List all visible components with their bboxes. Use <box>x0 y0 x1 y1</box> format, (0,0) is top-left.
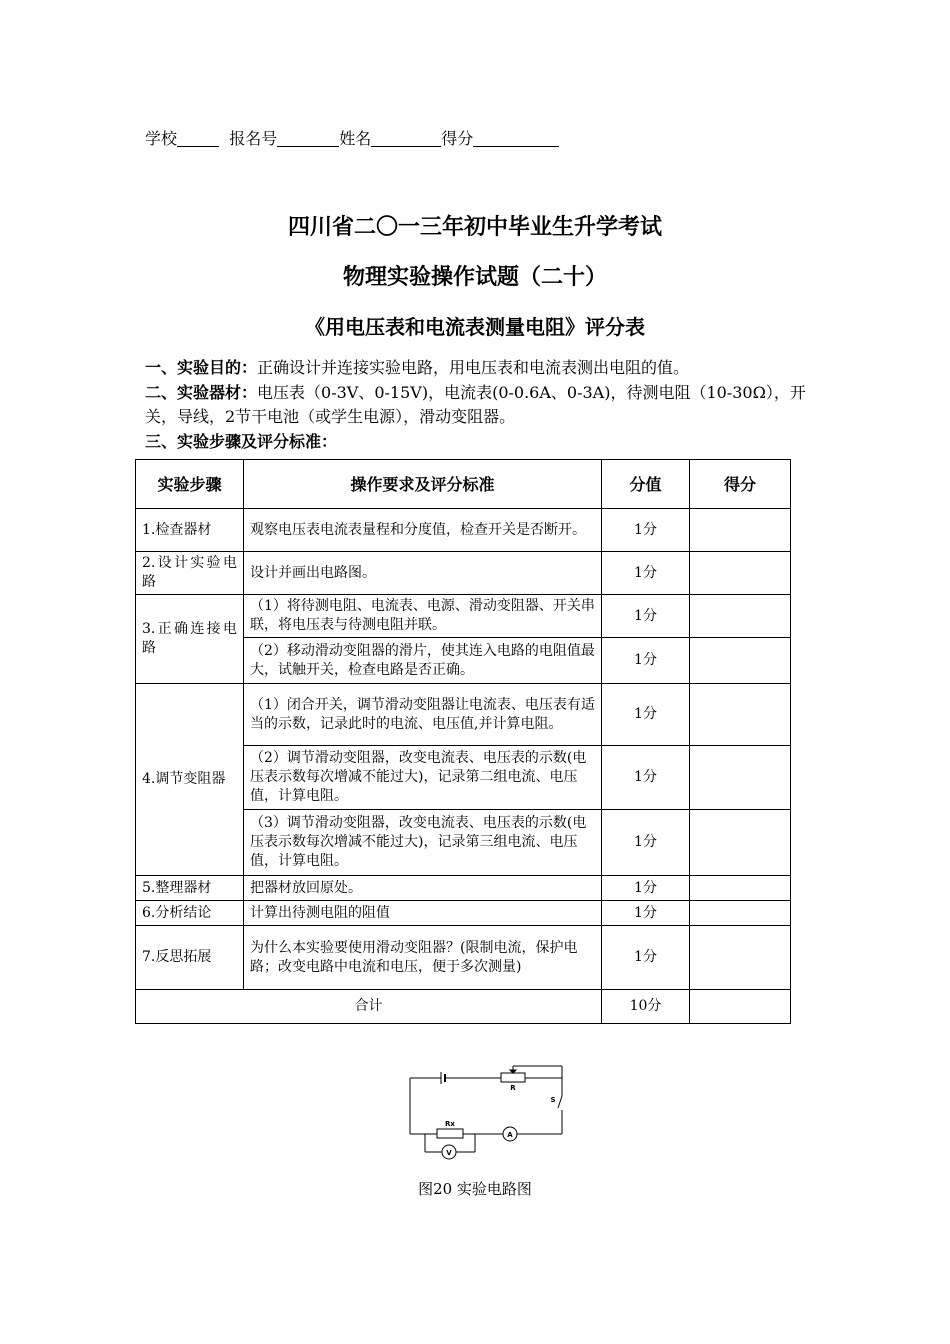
scoring-table <box>135 459 791 1024</box>
header-step: 实验步骤 <box>136 460 244 509</box>
step-cell: 1.检查器材 <box>136 509 244 552</box>
sheet-title: 《用电压表和电流表测量电阻》评分表 <box>305 315 645 339</box>
step-cell: 7.反思拓展 <box>136 926 244 990</box>
points-cell: 1分 <box>602 595 690 638</box>
ammeter-label: A <box>507 1131 513 1139</box>
reg-no-label: 报名号 <box>229 129 278 148</box>
table-row <box>136 595 791 638</box>
table-header-row <box>136 460 791 509</box>
requirement-cell: （2）调节滑动变阻器，改变电流表、电压表的示数(电压表示数每次增减不能过大)，记录第二组电流、电压值，计算电阻。 <box>244 746 602 810</box>
table-row <box>136 684 791 746</box>
figure-caption: 图20 实验电路图 <box>418 1180 532 1198</box>
requirement-cell: 为什么本实验要使用滑动变阻器？(限制电流，保护电路；改变电路中电流和电压，便于多次测量) <box>244 926 602 990</box>
points-cell: 1分 <box>602 746 690 810</box>
switch-icon <box>558 1096 562 1108</box>
score-cell[interactable] <box>690 876 791 901</box>
points-cell: 1分 <box>602 810 690 876</box>
total-row <box>136 990 791 1024</box>
step-cell: 2.设计实验电路 <box>136 552 244 595</box>
purpose-label: 一、实验目的： <box>145 358 258 377</box>
equipment-section <box>145 381 810 429</box>
total-label: 合计 <box>136 990 602 1024</box>
score-cell[interactable] <box>690 901 791 926</box>
requirement-cell: （1）将待测电阻、电流表、电源、滑动变阻器、开关串联，将电压表与待测电阻并联。 <box>244 595 602 638</box>
points-cell: 1分 <box>602 509 690 552</box>
points-cell: 1分 <box>602 638 690 684</box>
points-cell: 1分 <box>602 876 690 901</box>
rheostat-icon <box>501 1073 525 1082</box>
score-label: 得分 <box>441 129 474 148</box>
resistor-rx-icon <box>437 1129 463 1138</box>
score-cell[interactable] <box>690 552 791 595</box>
rheostat-label: R <box>510 1084 516 1092</box>
requirement-cell: （2）移动滑动变阻器的滑片，使其连入电路的电阻值最大，试触开关，检查电路是否正确。 <box>244 638 602 684</box>
sub-title: 物理实验操作试题（二十） <box>342 265 607 290</box>
reg-no-blank[interactable] <box>277 130 339 147</box>
requirement-cell: 计算出待测电阻的阻值 <box>244 901 602 926</box>
steps-section <box>145 430 810 454</box>
step-cell: 3.正确连接电路 <box>136 595 244 684</box>
equipment-text: 电压表（0-3V、0-15V)，电流表(0-0.6A、0-3A)，待测电阻（10-30Ω），开关，导线，2节干电池（或学生电源），滑动变阻器。 <box>145 383 806 426</box>
points-cell: 1分 <box>602 901 690 926</box>
school-label: 学校 <box>145 129 178 148</box>
purpose-text: 正确设计并连接实验电路，用电压表和电流表测出电阻的值。 <box>257 358 690 377</box>
requirement-cell: 设计并画出电路图。 <box>244 552 602 595</box>
steps-label: 三、实验步骤及评分标准： <box>145 432 338 451</box>
requirement-cell: （3）调节滑动变阻器，改变电流表、电压表的示数(电压表示数每次增减不能过大)，记录第三组电流、电压值，计算电阻。 <box>244 810 602 876</box>
step-cell: 4.调节变阻器 <box>136 684 244 876</box>
score-cell[interactable] <box>690 595 791 638</box>
candidate-info-line <box>145 126 559 149</box>
voltmeter-label: V <box>446 1149 452 1157</box>
equipment-label: 二、实验器材： <box>145 383 258 402</box>
requirement-cell: 观察电压表电流表量程和分度值，检查开关是否断开。 <box>244 509 602 552</box>
table-row <box>136 926 791 990</box>
score-cell[interactable] <box>690 926 791 990</box>
score-cell[interactable] <box>690 684 791 746</box>
score-cell[interactable] <box>690 509 791 552</box>
name-label: 姓名 <box>339 129 372 148</box>
step-cell: 6.分析结论 <box>136 901 244 926</box>
header-requirements: 操作要求及评分标准 <box>244 460 602 509</box>
points-cell: 1分 <box>602 926 690 990</box>
name-blank[interactable] <box>371 130 441 147</box>
requirement-cell: 把器材放回原处。 <box>244 876 602 901</box>
table-row <box>136 509 791 552</box>
header-score: 得分 <box>690 460 791 509</box>
total-score-cell[interactable] <box>690 990 791 1024</box>
resistor-label: Rx <box>445 1120 455 1128</box>
school-blank[interactable] <box>177 130 219 147</box>
score-cell[interactable] <box>690 638 791 684</box>
score-cell[interactable] <box>690 746 791 810</box>
table-row <box>136 876 791 901</box>
purpose-section <box>145 356 810 380</box>
total-points: 10分 <box>602 990 690 1024</box>
main-title: 四川省二〇一三年初中毕业生升学考试 <box>287 215 662 240</box>
points-cell: 1分 <box>602 684 690 746</box>
table-row <box>136 901 791 926</box>
step-cell: 5.整理器材 <box>136 876 244 901</box>
table-row <box>136 552 791 595</box>
score-cell[interactable] <box>690 810 791 876</box>
circuit-diagram <box>405 1062 565 1162</box>
points-cell: 1分 <box>602 552 690 595</box>
requirement-cell: （1）闭合开关，调节滑动变阻器让电流表、电压表有适当的示数，记录此时的电流、电压值,并计算电阻。 <box>244 684 602 746</box>
score-blank[interactable] <box>473 130 559 147</box>
header-points: 分值 <box>602 460 690 509</box>
switch-label: S <box>550 1096 556 1104</box>
